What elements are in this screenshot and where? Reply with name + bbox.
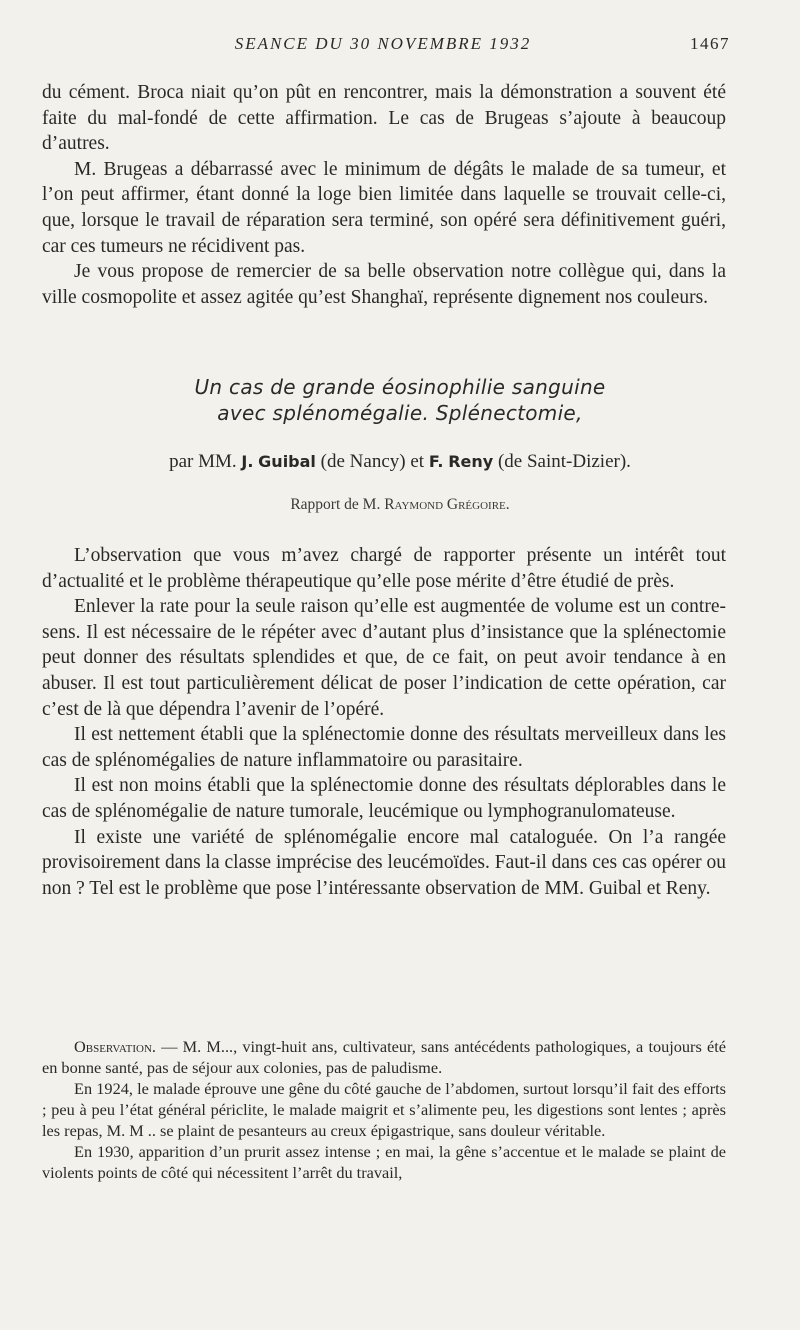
observation-paragraph: En 1924, le malade éprouve une gêne du côté gauche de l’abdomen, surtout lorsqu’il fait des efforts ; peu à peu l’état général périclite, le malade maigrit et s’alimente peu, les digestions sont lentes ; après les repas, M. M .. se plaint de pesanteurs au creux épigastrique, sans douleur véritable. — [42, 1079, 726, 1140]
author-name: Guibal — [258, 452, 316, 471]
intro-paragraph: Je vous propose de remercier de sa belle observation notre collègue qui, dans la ville cosmopolite et assez agitée qu’est Shanghaï, représente dignement nos couleurs. — [42, 261, 726, 308]
running-header — [40, 34, 730, 58]
observation-label: Observation. — [74, 1037, 156, 1056]
running-title: SEANCE DU 30 NOVEMBRE 1932 — [234, 34, 532, 53]
rapport-line — [0, 496, 800, 514]
observation-paragraph: En 1930, apparition d’un prurit assez intense ; en mai, la gêne s’accentue et le malade se plaint de violents points de côté qui nécessitent l’arrêt du travail, — [42, 1142, 726, 1182]
body-paragraph: Enlever la rate pour la seule raison qu’elle est augmentée de volume est un contre-sens. Il est nécessaire de le répéter avec d’autant plus d’insistance que la splénectomie peut donner des résultats splendides et que, de ce fait, on peut avoir tendance à en abuser. Il est tout particulièrement délicat de poser l’indication de cette opération, car c’est de là que dépendra l’avenir de l’opéré. — [42, 596, 726, 720]
article-title — [0, 374, 800, 426]
body-paragraph: L’observation que vous m’avez chargé de rapporter présente un intérêt tout d’actualité et le problème thérapeutique qu’elle pose mérite d’être étudié de près. — [42, 545, 726, 592]
observation-section — [42, 1036, 726, 1183]
author-place: (de Saint-Dizier). — [497, 451, 631, 472]
body-paragraph: Il est non moins établi que la splénectomie donne des résultats déplorables dans le cas de splénomégalie de nature tumorale, leucémique ou lymphogranulomateuse. — [42, 775, 726, 822]
article-title-line: avec splénomégalie. Splénectomie, — [217, 401, 583, 425]
report-body — [42, 543, 726, 901]
rapporteur-name: Raymond Grégoire. — [384, 496, 510, 513]
article-authors — [0, 451, 800, 473]
intro-section — [42, 80, 726, 310]
authors-prefix: par MM. — [169, 451, 237, 472]
body-paragraph: Il existe une variété de splénomégalie encore mal cataloguée. On l’a rangée provisoirement dans la classe imprécise des leucémoïdes. Faut-il dans ces cas opérer ou non ? Tel est le problème que pose l’intéressante observation de MM. Guibal et Reny. — [42, 826, 726, 899]
author-name: Reny — [448, 452, 494, 471]
intro-paragraph: du cément. Broca niait qu’on pût en rencontrer, mais la démonstration a souvent été faite du mal-fondé de cette affirmation. Le cas de Brugeas s’ajoute à beaucoup d’autres. — [42, 82, 726, 155]
observation-text: — M. M..., vingt-huit ans, cultivateur, sans antécédents pathologiques, a toujours été en bonne santé, pas de séjour aux colonies, pas de paludisme. — [42, 1037, 726, 1077]
intro-paragraph: M. Brugeas a débarrassé avec le minimum de dégâts le malade de sa tumeur, et l’on peut affirmer, étant donné la loge bien limitée dans laquelle se trouvait celle-ci, que, lorsque le travail de réparation sera terminé, son opéré sera définitivement guéri, car ces tumeurs ne récidivent pas. — [42, 158, 726, 257]
body-paragraph: Il est nettement établi que la splénectomie donne des résultats merveilleux dans les cas de splénomégalies de nature inflammatoire ou parasitaire. — [42, 724, 726, 771]
observation-paragraph — [42, 1036, 726, 1078]
author-place: (de Nancy) et — [320, 451, 425, 472]
page-number: 1467 — [690, 34, 730, 53]
author-initial: J. — [241, 452, 254, 471]
author-initial: F. — [428, 452, 444, 471]
article-title-line: Un cas de grande éosinophilie sanguine — [194, 375, 606, 399]
rapport-prefix: Rapport de M. — [290, 496, 381, 513]
